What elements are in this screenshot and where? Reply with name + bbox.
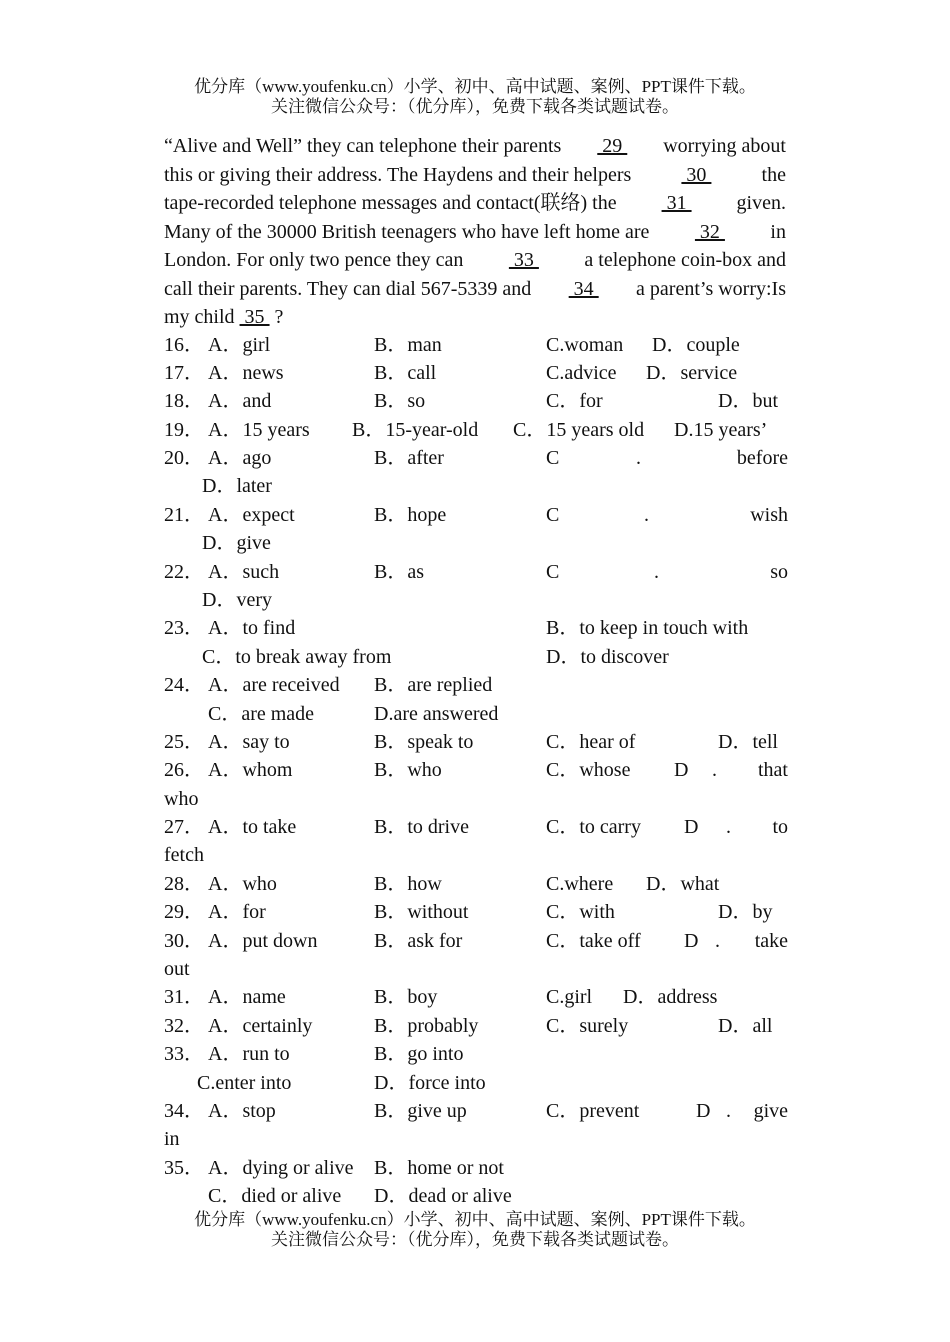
option-b: B．go into xyxy=(374,1043,464,1065)
question-21 xyxy=(164,501,788,529)
option-b: B．15-year-old xyxy=(352,419,479,441)
passage-line xyxy=(164,218,786,247)
option-b: B．so xyxy=(374,390,426,412)
blank-30: 30 xyxy=(681,163,712,186)
question-25 xyxy=(164,728,788,756)
question-number: 21． xyxy=(164,504,204,526)
option-c-dot: . xyxy=(636,447,641,469)
option-a: A．to find xyxy=(208,617,296,639)
option-c-text: so xyxy=(770,561,788,583)
question-26-cont xyxy=(164,785,788,813)
option-d-letter: D xyxy=(684,930,699,952)
option-d-letter: D xyxy=(684,816,699,838)
option-d-text: give xyxy=(753,1100,788,1122)
option-c-letter: C xyxy=(546,561,560,583)
option-d-dot: . xyxy=(726,1100,731,1122)
question-35-cont xyxy=(164,1182,788,1210)
question-27-cont xyxy=(164,841,788,869)
blank-31: 31 xyxy=(661,192,692,214)
option-d-text-cont: fetch xyxy=(164,844,204,866)
option-d: D．dead or alive xyxy=(374,1185,512,1207)
passage-text: given. xyxy=(736,192,786,214)
question-20-cont xyxy=(164,472,788,500)
passage-text: my child xyxy=(164,306,240,328)
option-c: C．to carry xyxy=(546,816,641,838)
question-17 xyxy=(164,359,788,387)
option-a: A．ago xyxy=(208,447,272,469)
option-d-letter: D xyxy=(696,1100,711,1122)
question-number: 20． xyxy=(164,447,204,469)
question-24 xyxy=(164,671,788,699)
question-number: 22． xyxy=(164,561,204,583)
option-d: D．couple xyxy=(652,334,740,356)
option-d: D．tell xyxy=(718,731,778,753)
passage-text: “Alive and Well” they can telephone their parents xyxy=(164,135,562,157)
option-b: B．to keep in touch with xyxy=(546,617,749,639)
option-b: B．who xyxy=(374,759,442,781)
option-b: B．without xyxy=(374,901,469,923)
option-b: B．man xyxy=(374,334,442,356)
option-d: D．what xyxy=(646,873,720,895)
option-c-dot: . xyxy=(654,561,659,583)
question-number: 28． xyxy=(164,873,204,895)
question-number: 25． xyxy=(164,731,204,753)
option-b: B．boy xyxy=(374,986,438,1008)
option-b: B．give up xyxy=(374,1100,467,1122)
question-29 xyxy=(164,898,788,926)
question-22 xyxy=(164,558,788,586)
option-a: A．for xyxy=(208,901,266,923)
option-a: A．to take xyxy=(208,816,297,838)
option-d-letter: D xyxy=(674,759,689,781)
option-d: D．force into xyxy=(374,1072,486,1094)
question-number: 33． xyxy=(164,1043,204,1065)
question-number: 31． xyxy=(164,986,204,1008)
question-21-cont xyxy=(164,529,788,557)
option-b: B．call xyxy=(374,362,437,384)
question-35 xyxy=(164,1154,788,1182)
passage-text: a parent’s worry:Is xyxy=(636,277,786,300)
question-number: 24． xyxy=(164,674,204,696)
question-32 xyxy=(164,1012,788,1040)
option-a: A．are received xyxy=(208,674,340,696)
question-number: 17． xyxy=(164,362,204,384)
question-number: 16． xyxy=(164,334,204,356)
option-c: C．take off xyxy=(546,930,641,952)
question-28 xyxy=(164,870,788,898)
option-c: C．are made xyxy=(208,703,315,725)
option-a: A．certainly xyxy=(208,1015,313,1037)
option-c: C.enter into xyxy=(197,1072,292,1094)
question-18 xyxy=(164,387,788,415)
question-23-cont xyxy=(164,643,788,671)
passage-line xyxy=(164,132,786,161)
option-d-dot: . xyxy=(715,930,720,952)
question-number: 32． xyxy=(164,1015,204,1037)
footer-line-1: 优分库（www.youfenku.cn）小学、初中、高中试题、案例、PPT课件下载。 xyxy=(194,1210,756,1229)
question-24-cont xyxy=(164,700,788,728)
option-c-letter: C xyxy=(546,504,560,526)
option-a: A．name xyxy=(208,986,286,1008)
option-a: A．who xyxy=(208,873,277,895)
blank-35: 35 xyxy=(239,306,270,328)
question-33-cont xyxy=(164,1069,788,1097)
question-16 xyxy=(164,331,788,359)
option-d-dot: . xyxy=(712,759,717,781)
passage-line xyxy=(164,161,786,190)
question-number: 27． xyxy=(164,816,204,838)
question-30-cont xyxy=(164,955,788,983)
option-a: A．expect xyxy=(208,504,295,526)
option-d: D．by xyxy=(718,901,773,923)
footer-line-2: 关注微信公众号：（优分库），免费下载各类试题试卷。 xyxy=(271,1230,679,1249)
passage-text: worrying about xyxy=(663,135,786,157)
option-b: B．after xyxy=(374,447,444,469)
option-d-text: take xyxy=(754,930,788,952)
option-a: A．whom xyxy=(208,759,293,781)
question-20 xyxy=(164,444,788,472)
page-footer xyxy=(0,1210,950,1250)
question-34 xyxy=(164,1097,788,1125)
question-31 xyxy=(164,983,788,1011)
option-a: A．15 years xyxy=(208,419,310,441)
option-c: C．for xyxy=(546,390,603,412)
option-c-letter: C xyxy=(546,447,560,469)
option-c: C．surely xyxy=(546,1015,629,1037)
option-c-dot: . xyxy=(644,504,649,526)
passage-line xyxy=(164,303,786,332)
option-b: B．as xyxy=(374,561,424,583)
option-c: C.woman xyxy=(546,334,624,356)
option-a: A．news xyxy=(208,362,284,384)
option-c: C．prevent xyxy=(546,1100,640,1122)
option-d: D．very xyxy=(202,589,272,611)
question-number: 19． xyxy=(164,419,204,441)
option-d: D．service xyxy=(646,362,738,384)
option-d-text-cont: who xyxy=(164,788,199,810)
option-c: C.where xyxy=(546,873,614,895)
option-a: A．put down xyxy=(208,930,318,952)
question-number: 35． xyxy=(164,1157,204,1179)
option-c: C．to break away from xyxy=(202,646,392,668)
passage-text: call their parents. They can dial 567-5339 and xyxy=(164,277,532,300)
option-d-dot: . xyxy=(726,816,731,838)
option-b: B．home or not xyxy=(374,1157,504,1179)
question-27 xyxy=(164,813,788,841)
option-d: D．but xyxy=(718,390,778,412)
header-line-2: 关注微信公众号：（优分库），免费下载各类试题试卷。 xyxy=(271,97,679,116)
option-a: A．run to xyxy=(208,1043,290,1065)
option-a: A．girl xyxy=(208,334,271,356)
option-a: A．and xyxy=(208,390,272,412)
option-c: C．whose xyxy=(546,759,631,781)
option-c-text: before xyxy=(736,447,788,469)
blank-32: 32 xyxy=(694,220,725,243)
passage-text: Many of the 30000 British teenagers who have left home are xyxy=(164,220,650,243)
option-b: B．how xyxy=(374,873,442,895)
option-d-text-cont: in xyxy=(164,1128,180,1150)
blank-34: 34 xyxy=(568,277,599,300)
option-d: D.15 years’ xyxy=(674,419,768,441)
passage-text: ? xyxy=(269,306,284,328)
question-number: 34． xyxy=(164,1100,204,1122)
option-d: D.are answered xyxy=(374,703,499,725)
option-a: A．such xyxy=(208,561,280,583)
passage-text: in xyxy=(770,220,786,243)
option-c: C.advice xyxy=(546,362,617,384)
question-34-cont xyxy=(164,1125,788,1153)
passage-text: the xyxy=(761,163,786,186)
option-d: D．address xyxy=(623,986,718,1008)
option-d: D．later xyxy=(202,475,272,497)
option-d: D．to discover xyxy=(546,646,669,668)
option-b: B．are replied xyxy=(374,674,493,696)
option-d-text: to xyxy=(772,816,788,838)
question-26 xyxy=(164,756,788,784)
passage-line xyxy=(164,275,786,304)
option-b: B．hope xyxy=(374,504,447,526)
option-a: A．stop xyxy=(208,1100,276,1122)
option-d-text-cont: out xyxy=(164,958,190,980)
passage-line xyxy=(164,246,786,275)
passage-text: a telephone coin-box and xyxy=(584,249,786,271)
question-number: 30． xyxy=(164,930,204,952)
passage-line xyxy=(164,189,786,218)
header-line-1: 优分库（www.youfenku.cn）小学、初中、高中试题、案例、PPT课件下载。 xyxy=(194,77,756,96)
passage-text: this or giving their address. The Haydens and their helpers xyxy=(164,163,632,186)
passage xyxy=(164,132,786,332)
option-b: B．probably xyxy=(374,1015,479,1037)
question-22-cont xyxy=(164,586,788,614)
option-a: A．dying or alive xyxy=(208,1157,354,1179)
option-c: C．15 years old xyxy=(513,419,645,441)
option-c: C．died or alive xyxy=(208,1185,342,1207)
question-33 xyxy=(164,1040,788,1068)
option-b: B．to drive xyxy=(374,816,469,838)
option-b: B．speak to xyxy=(374,731,474,753)
question-19 xyxy=(164,416,788,444)
question-number: 23． xyxy=(164,617,204,639)
page-header xyxy=(0,77,950,117)
option-c: C．with xyxy=(546,901,615,923)
blank-33: 33 xyxy=(508,249,539,271)
option-c-text: wish xyxy=(750,504,788,526)
question-23 xyxy=(164,614,788,642)
passage-text: London. For only two pence they can xyxy=(164,249,464,271)
passage-text: tape-recorded telephone messages and contact(联络) the xyxy=(164,192,617,214)
option-b: B．ask for xyxy=(374,930,463,952)
question-number: 29． xyxy=(164,901,204,923)
option-c: C．hear of xyxy=(546,731,636,753)
option-c: C.girl xyxy=(546,986,593,1008)
question-number: 18． xyxy=(164,390,204,412)
option-d-text: that xyxy=(758,759,788,781)
question-30 xyxy=(164,927,788,955)
question-number: 26． xyxy=(164,759,204,781)
option-a: A．say to xyxy=(208,731,290,753)
option-d: D．all xyxy=(718,1015,773,1037)
blank-29: 29 xyxy=(597,135,628,157)
option-d: D．give xyxy=(202,532,271,554)
